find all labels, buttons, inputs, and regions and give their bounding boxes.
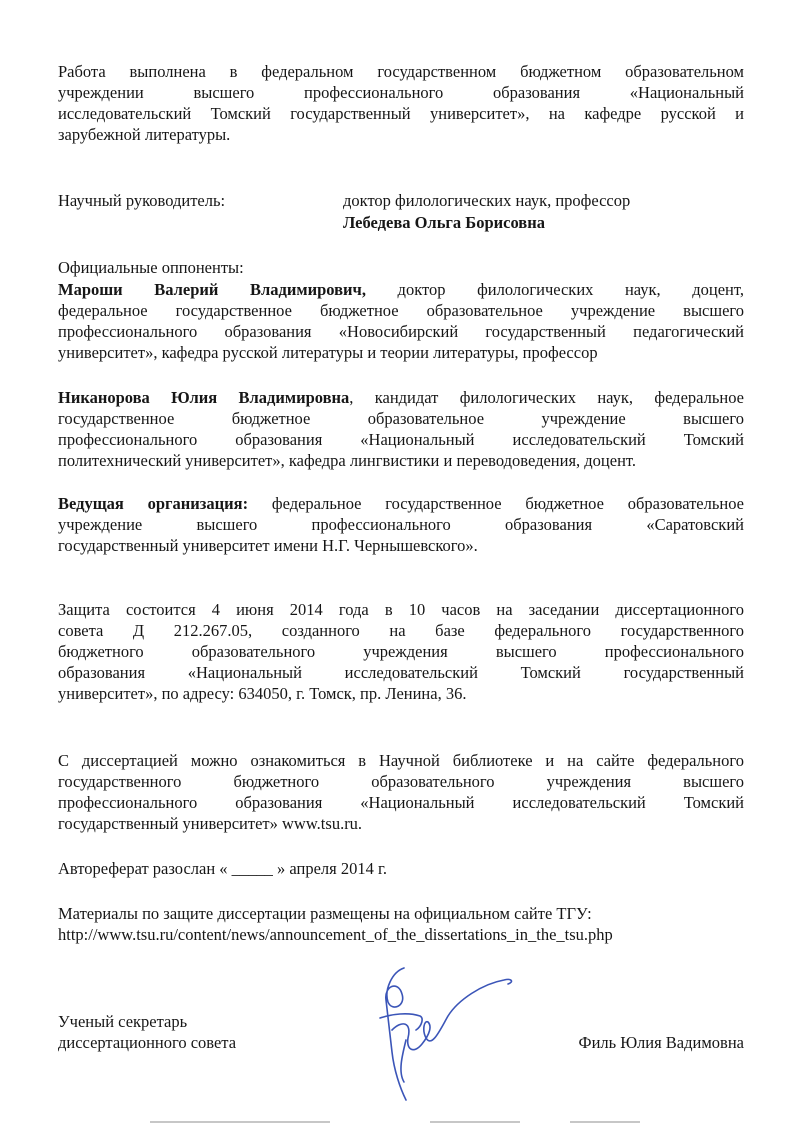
opponent-line: профессионального образования «Новосибирский государственный педагогический	[58, 322, 744, 341]
defense-paragraph	[58, 599, 744, 704]
opponent-first	[58, 279, 744, 363]
materials-url-link[interactable]: http://www.tsu.ru/content/news/announcement_of_the_dissertations_in_the_tsu.php	[58, 925, 613, 944]
intro-line: Работа выполнена в федеральном государственном бюджетном образовательном	[58, 62, 744, 81]
scan-edge-mark	[570, 1121, 640, 1123]
opponent-line: государственное бюджетное образовательное учреждение высшего	[58, 409, 744, 428]
supervisor-label: Научный руководитель:	[58, 191, 226, 210]
opponent-first-line1: Мароши Валерий Владимирович, доктор филологических наук, доцент,	[58, 280, 744, 299]
intro-line: исследовательский Томский государственный университет», на кафедре русской и	[58, 104, 744, 123]
defense-line: бюджетного образовательного учреждения высшего профессионального	[58, 642, 744, 661]
lead-org-label: Ведущая организация:	[58, 494, 249, 513]
intro-paragraph	[58, 61, 744, 145]
library-line: С диссертацией можно ознакомиться в Научной библиотеке и на сайте федерального	[58, 751, 744, 770]
opponent-second	[58, 387, 744, 471]
signature-image	[362, 960, 522, 1110]
opponent-second-name: Никанорова Юлия Владимировна	[58, 388, 350, 407]
lead-org-line1: Ведущая организация: федеральное государственное бюджетное образовательное	[58, 494, 744, 513]
opponents-heading: Официальные оппоненты:	[58, 258, 244, 277]
supervisor-title: доктор филологических наук, профессор	[343, 191, 631, 210]
opponent-line: политехнический университет», кафедра лингвистики и переводоведения, доцент.	[58, 451, 637, 470]
secretary-name: Филь Юлия Вадимовна	[578, 1033, 744, 1052]
intro-line: зарубежной литературы.	[58, 125, 231, 144]
library-paragraph	[58, 750, 744, 834]
secretary-title-line1: Ученый секретарь	[58, 1012, 188, 1031]
supervisor-name: Лебедева Ольга Борисовна	[343, 213, 545, 232]
scan-edge-mark	[430, 1121, 520, 1123]
opponent-line: профессионального образования «Национальный исследовательский Томский	[58, 430, 744, 449]
lead-org-line: государственный университет имени Н.Г. Чернышевского».	[58, 536, 478, 555]
library-line: государственный университет» www.tsu.ru.	[58, 814, 363, 833]
materials-block	[58, 903, 744, 945]
scan-edge-mark	[150, 1121, 330, 1123]
library-line: государственного бюджетного образовательного учреждения высшего	[58, 772, 744, 791]
defense-line: университет», по адресу: 634050, г. Томск, пр. Ленина, 36.	[58, 684, 467, 703]
defense-line: образования «Национальный исследовательский Томский государственный	[58, 663, 744, 682]
materials-line: Материалы по защите диссертации размещены на официальном сайте ТГУ:	[58, 904, 592, 923]
defense-line: Защита состоится 4 июня 2014 года в 10 часов на заседании диссертационного	[58, 600, 744, 619]
abstract-sent-line: Автореферат разослан « _____ » апреля 2014 г.	[58, 859, 388, 878]
lead-org-line: учреждение высшего профессионального образования «Саратовский	[58, 515, 744, 534]
library-line: профессионального образования «Национальный исследовательский Томский	[58, 793, 744, 812]
defense-line: совета Д 212.267.05, созданного на базе федерального государственного	[58, 621, 744, 640]
opponent-line: федеральное государственное бюджетное образовательное учреждение высшего	[58, 301, 744, 320]
secretary-title-line2: диссертационного совета	[58, 1033, 237, 1052]
opponent-second-line1: Никанорова Юлия Владимировна, кандидат филологических наук, федеральное	[58, 388, 744, 407]
opponent-line: университет», кафедра русской литературы и теории литературы, профессор	[58, 343, 598, 362]
lead-organization	[58, 493, 744, 556]
opponent-first-name: Мароши Валерий Владимирович,	[58, 280, 366, 299]
intro-line: учреждении высшего профессионального образования «Национальный	[58, 83, 744, 102]
